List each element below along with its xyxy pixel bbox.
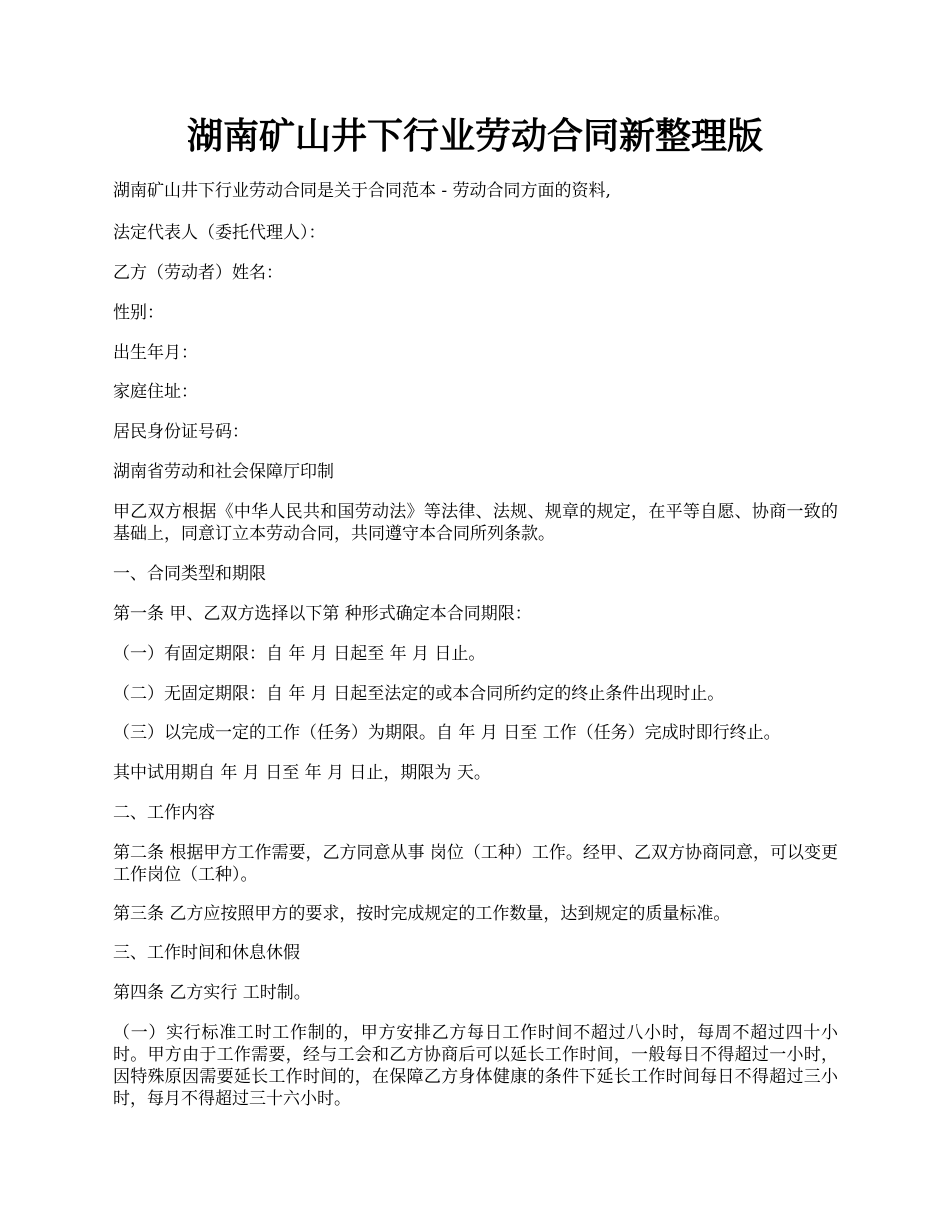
document-title: 湖南矿山井下行业劳动合同新整理版: [186, 115, 763, 157]
article-4-item-1: （一）实行标准工时工作制的，甲方安排乙方每日工作时间不超过八小时，每周不超过四十小时。甲方由于工作需要，经与工会和乙方协商后可以延长工作时间，一般每日不得超过一小时，因特殊原因需要延长工作时间的，在保障乙方身体健康的条件下延长工作时间每日不得超过三小时，每月不得超过三十六小时。: [113, 1023, 838, 1109]
paragraph-home-address: 家庭住址：: [113, 382, 198, 402]
section-heading-contract-type: 一、合同类型和期限: [113, 564, 266, 584]
paragraph-preamble: 甲乙双方根据《中华人民共和国劳动法》等法律、法规、规章的规定，在平等自愿、协商一致的基础上，同意订立本劳动合同，共同遵守本合同所列条款。: [113, 502, 838, 544]
paragraph-legal-representative: 法定代表人（委托代理人）：: [113, 223, 326, 243]
article-4: 第四条 乙方实行 工时制。: [113, 983, 311, 1003]
paragraph-birth-date: 出生年月：: [113, 343, 198, 363]
section-heading-working-hours: 三、工作时间和休息休假: [113, 943, 300, 963]
article-1-item-2: （二）无固定期限：自 年 月 日起至法定的或本合同所约定的终止条件出现时止。: [113, 684, 725, 704]
paragraph-id-number: 居民身份证号码：: [113, 422, 249, 442]
paragraph-printed-by: 湖南省劳动和社会保障厅印制: [113, 462, 334, 482]
paragraph-employee-name: 乙方（劳动者）姓名：: [113, 263, 283, 283]
section-heading-work-content: 二、工作内容: [113, 803, 215, 823]
article-1-item-3: （三）以完成一定的工作（任务）为期限。自 年 月 日至 工作（任务）完成时即行终止。: [113, 723, 781, 743]
probation-period: 其中试用期自 年 月 日至 年 月 日止，期限为 天。: [113, 763, 491, 783]
paragraph-intro: 湖南矿山井下行业劳动合同是关于合同范本 - 劳动合同方面的资料,: [113, 181, 611, 201]
article-3: 第三条 乙方应按照甲方的要求，按时完成规定的工作数量，达到规定的质量标准。: [113, 904, 731, 924]
article-2: 第二条 根据甲方工作需要，乙方同意从事 岗位（工种）工作。经甲、乙双方协商同意，可以变更工作岗位（工种）。: [113, 843, 838, 885]
article-1: 第一条 甲、乙双方选择以下第 种形式确定本合同期限：: [113, 604, 532, 624]
paragraph-gender: 性别：: [113, 303, 164, 323]
article-1-item-1: （一）有固定期限：自 年 月 日起至 年 月 日止。: [113, 644, 486, 664]
